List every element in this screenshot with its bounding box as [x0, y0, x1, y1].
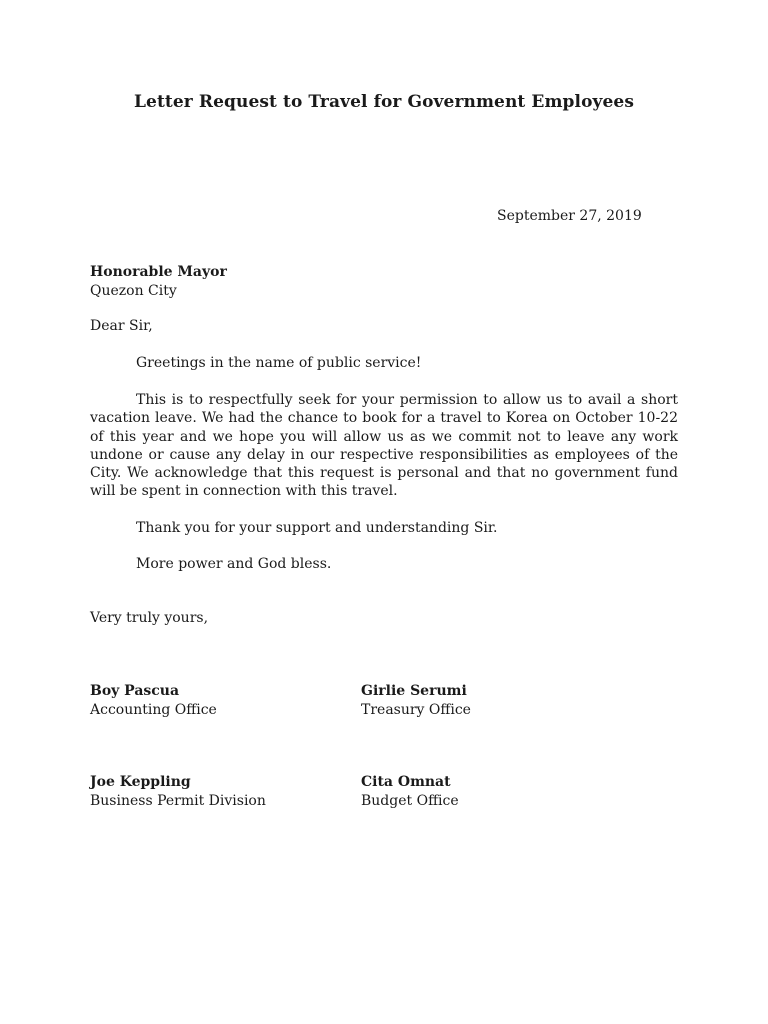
paragraph-greeting: Greetings in the name of public service! [136, 355, 422, 371]
signatory-block [361, 773, 459, 811]
letter-title: Letter Request to Travel for Government Employees [133, 92, 635, 112]
signatory-name: Joe Keppling [90, 774, 191, 790]
paragraph-blessing: More power and God bless. [136, 556, 332, 572]
signatory-block [361, 682, 471, 720]
paragraph-thanks: Thank you for your support and understanding Sir. [136, 520, 498, 536]
recipient-name: Honorable Mayor [90, 264, 227, 280]
signatory-block [90, 682, 217, 720]
signatory-name: Boy Pascua [90, 683, 180, 699]
signatory-office: Business Permit Division [90, 793, 266, 809]
signatory-office: Budget Office [361, 793, 459, 809]
salutation: Dear Sir, [90, 318, 153, 334]
paragraph-request: This is to respectfully seek for your permission to allow us to avail a short vacation leave. We had the chance to book for a travel to Korea on October 10-22 of this year and we hope you will allow us as we commit not to leave any work undone or cause any delay in our respective responsibilities as employees of the City. We acknowledge that this request is personal and that no government fund will be spent in connection with this travel. [90, 392, 678, 500]
signatory-office: Treasury Office [361, 702, 471, 718]
recipient-block [90, 263, 227, 301]
letter-date: September 27, 2019 [497, 208, 642, 224]
signatory-office: Accounting Office [90, 702, 217, 718]
signatory-name: Girlie Serumi [361, 683, 467, 699]
signatory-block [90, 773, 266, 811]
recipient-location: Quezon City [90, 283, 177, 299]
complimentary-close: Very truly yours, [90, 610, 209, 626]
signatory-name: Cita Omnat [361, 774, 451, 790]
